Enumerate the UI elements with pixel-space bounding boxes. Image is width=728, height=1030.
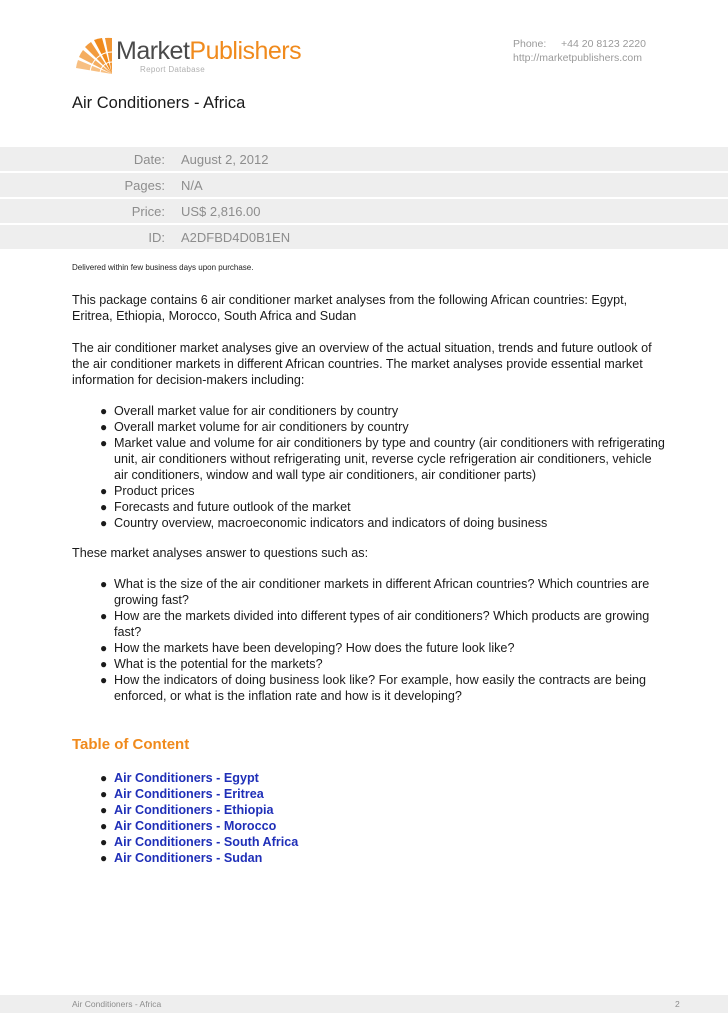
toc-list — [100, 770, 298, 866]
questions-list — [100, 576, 665, 704]
toc-item-ethiopia: ● Air Conditioners - Ethiopia — [100, 803, 274, 817]
toc-link-eritrea[interactable]: Air Conditioners - Eritrea — [114, 787, 264, 801]
toc-link-morocco[interactable]: Air Conditioners - Morocco — [114, 819, 277, 833]
logo-fan-icon — [72, 34, 116, 78]
toc-item-sudan: ● Air Conditioners - Sudan — [100, 851, 263, 865]
list-item: ● How the markets have been developing? How does the future look like? — [100, 641, 515, 655]
toc-link-sudan[interactable]: Air Conditioners - Sudan — [114, 851, 263, 865]
list-item: ● Overall market value for air conditioners by country — [100, 404, 399, 418]
logo-wordmark: MarketPublishers — [116, 37, 302, 65]
delivery-note: Delivered within few business days upon purchase. — [72, 263, 254, 272]
site-url[interactable]: http://marketpublishers.com — [513, 52, 642, 64]
list-item: ● What is the potential for the markets? — [100, 657, 323, 671]
page-title: Air Conditioners - Africa — [72, 94, 246, 112]
toc-link-ethiopia[interactable]: Air Conditioners - Ethiopia — [114, 803, 274, 817]
list-item: ● Market value and volume for air conditioners by type and country (air conditioners with refrigerating unit, air conditioners without refrigerating unit, reverse cycle refrigeration air conditioners, vehicle air conditioners, window and wall type air conditioners, air conditioner parts) — [100, 436, 665, 482]
toc-item-morocco: ● Air Conditioners - Morocco — [100, 819, 277, 833]
list-item: ● Product prices — [100, 484, 195, 498]
overview-paragraph: The air conditioner market analyses give an overview of the actual situation, trends and future outlook of the air conditioner markets in different African countries. The market analyses provide essential market information for decision-makers including: — [72, 341, 652, 387]
meta-row-pages: Pages: N/A — [0, 173, 728, 197]
questions-intro: These market analyses answer to questions such as: — [72, 546, 369, 560]
list-item: ● What is the size of the air conditioner markets in different African countries? Which countries are growing fast? — [100, 577, 650, 607]
logo-tagline: Report Database — [140, 65, 205, 74]
features-list — [100, 403, 665, 531]
header-contact — [513, 37, 646, 65]
toc-item-egypt: ● Air Conditioners - Egypt — [100, 771, 259, 785]
toc-item-eritrea: ● Air Conditioners - Eritrea — [100, 787, 264, 801]
list-item: ● Country overview, macroeconomic indicators and indicators of doing business — [100, 516, 548, 530]
meta-table — [0, 147, 728, 251]
page-footer — [0, 995, 728, 1013]
list-item: ● Overall market volume for air conditioners by country — [100, 420, 409, 434]
phone-number: +44 20 8123 2220 — [561, 38, 646, 50]
market-publishers-logo[interactable] — [72, 34, 302, 80]
meta-row-date: Date: August 2, 2012 — [0, 147, 728, 171]
footer-title: Air Conditioners - Africa — [72, 999, 162, 1009]
phone-label: Phone: — [513, 38, 547, 50]
meta-row-price: Price: US$ 2,816.00 — [0, 199, 728, 223]
toc-heading: Table of Content — [72, 736, 190, 753]
toc-item-south-africa: ● Air Conditioners - South Africa — [100, 835, 299, 849]
meta-row-id: ID: A2DFBD4D0B1EN — [0, 225, 728, 249]
intro-paragraph: This package contains 6 air conditioner market analyses from the following African countries: Egypt, Eritrea, Ethiopia, Morocco, South Africa and Sudan — [72, 293, 628, 323]
toc-link-south-africa[interactable]: Air Conditioners - South Africa — [114, 835, 299, 849]
toc-link-egypt[interactable]: Air Conditioners - Egypt — [114, 771, 259, 785]
page-number: 2 — [675, 999, 680, 1009]
list-item: ● Forecasts and future outlook of the market — [100, 500, 351, 514]
list-item: ● How the indicators of doing business look like? For example, how easily the contracts are being enforced, or what is the inflation rate and how is it developing? — [100, 673, 647, 703]
list-item: ● How are the markets divided into different types of air conditioners? Which products are growing fast? — [100, 609, 650, 639]
